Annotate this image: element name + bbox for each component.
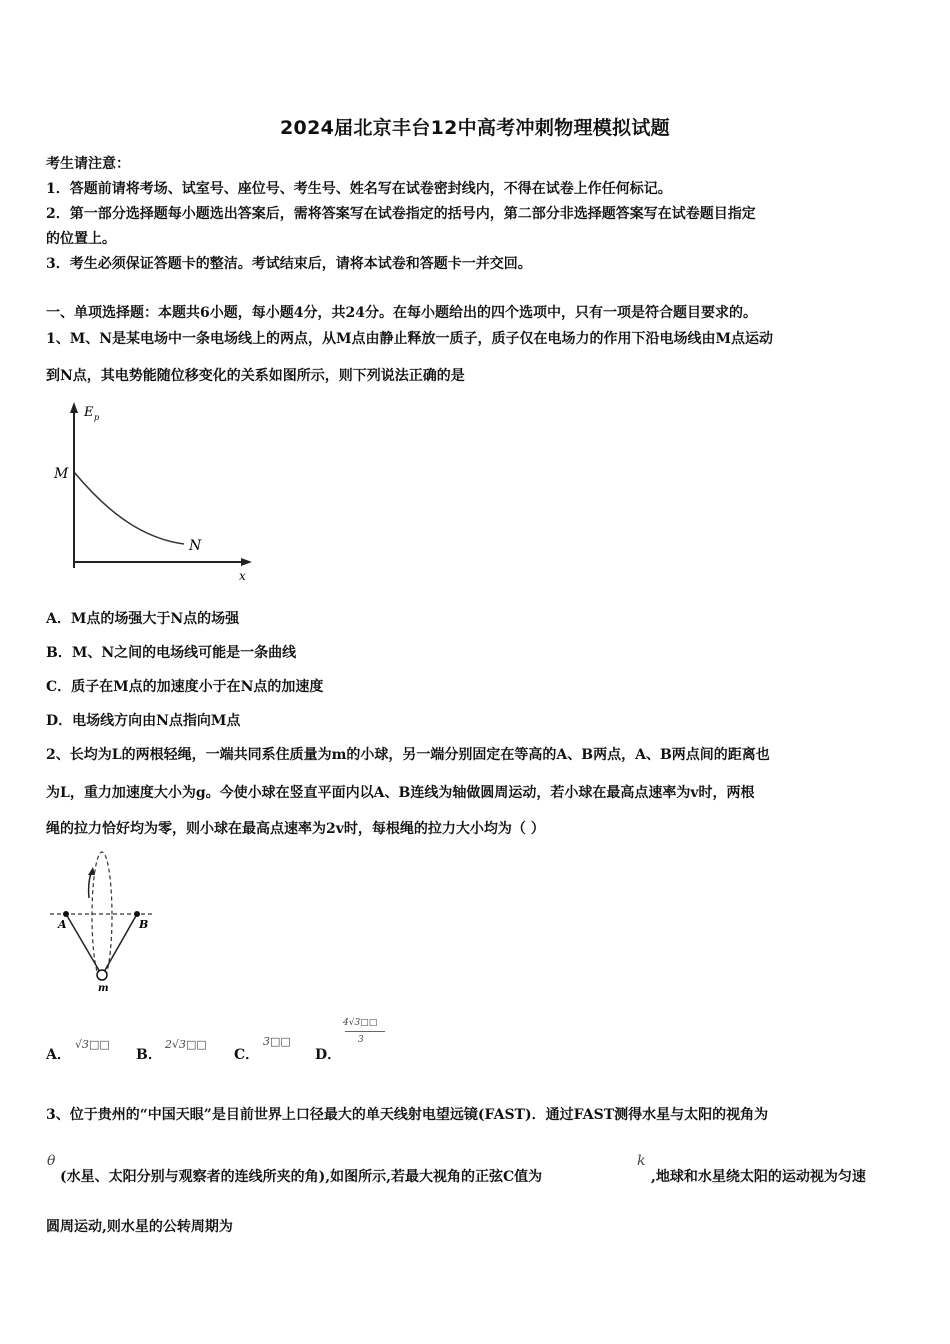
q2-line-2: 为L，重力加速度大小为g。今使小球在竖直平面内以A、B连线为轴做圆周运动，若小球在最高点速率为v时，两根 (46, 785, 755, 801)
q2-option-b-expr: 2√3□□ (165, 1038, 207, 1051)
q1-line-1: 1、M、N是某电场中一条电场线上的两点，从M点由静止释放一质子，质子仅在电场力的作用下沿电场线由M点运动 (46, 331, 774, 347)
ep-curve (74, 472, 184, 544)
q3-line-2-end: ,地球和水星绕太阳的运动视为匀速 (651, 1169, 866, 1185)
circular-path (92, 852, 112, 980)
y-label-sub: p (94, 413, 100, 422)
point-a (63, 911, 69, 917)
q3-line-2: (水星、太阳分别与观察者的连线所夹的角),如图所示,若最大视角的正弦C值为 (60, 1169, 543, 1185)
q3-k: k (637, 1153, 646, 1169)
q2-option-a-expr: √3□□ (75, 1038, 110, 1051)
notice-item-1: 1．答题前请将考场、试室号、座位号、考生号、姓名写在试卷密封线内，不得在试卷上作任何标记。 (46, 181, 672, 197)
y-axis-arrow (70, 402, 78, 413)
q2-option-d-fraction-bar (345, 1031, 385, 1032)
ball (97, 970, 107, 980)
label-m: m (98, 983, 109, 994)
notice-item-3: 3．考生必须保证答题卡的整洁。考试结束后，请将本试卷和答题卡一并交回。 (46, 256, 532, 272)
notice-item-2-cont: 的位置上。 (46, 231, 116, 247)
q2-option-c-label[interactable]: C． (234, 1047, 260, 1063)
string-b (104, 914, 137, 972)
q3-line-3: 圆周运动,则水星的公转周期为 (46, 1219, 233, 1235)
q3-theta: θ (47, 1153, 56, 1169)
point-m-label: M (54, 466, 69, 482)
string-a (66, 914, 100, 972)
page-title: 2024届北京丰台12中高考冲刺物理模拟试题 (280, 117, 670, 139)
point-n-label: N (189, 538, 202, 554)
x-axis-arrow (241, 558, 252, 566)
q1-option-c[interactable]: C．质子在M点的加速度小于在N点的加速度 (46, 679, 324, 695)
q1-option-b[interactable]: B．M、N之间的电场线可能是一条曲线 (46, 645, 297, 661)
label-a: A (58, 918, 67, 931)
q2-option-d-label[interactable]: D． (315, 1047, 342, 1063)
q2-option-d-den: 3 (358, 1035, 364, 1045)
q2-diagram (44, 848, 164, 998)
q1-option-d[interactable]: D．电场线方向由N点指向M点 (46, 713, 241, 729)
label-b: B (139, 918, 149, 931)
q1-line-2: 到N点，其电势能随位移变化的关系如图所示，则下列说法正确的是 (46, 368, 465, 384)
x-label: x (239, 569, 246, 583)
y-label: E (84, 405, 94, 420)
section-heading: 一、单项选择题：本题共6小题，每小题4分，共24分。在每小题给出的四个选项中，只有一项是符合题目要求的。 (46, 305, 757, 321)
q1-graph (44, 398, 259, 584)
q2-line-3: 绳的拉力恰好均为零，则小球在最高点速率为2v时，每根绳的拉力大小均为（ ） (46, 821, 545, 837)
q2-option-c-expr: 3□□ (263, 1035, 291, 1048)
notice-item-2: 2．第一部分选择题每小题选出答案后，需将答案写在试卷指定的括号内，第二部分非选择题答案写在试卷题目指定 (46, 206, 756, 222)
q2-option-d-num: 4√3□□ (343, 1018, 378, 1028)
q1-option-a[interactable]: A．M点的场强大于N点的场强 (46, 611, 240, 627)
q2-line-1: 2、长均为L的两根轻绳，一端共同系住质量为m的小球，另一端分别固定在等高的A、B两点，A、B两点间的距离也 (46, 747, 770, 763)
motion-arrowhead (88, 867, 95, 875)
notice-heading: 考生请注意： (46, 156, 130, 172)
q3-line-1: 3、位于贵州的“中国天眼”是目前世界上口径最大的单天线射电望远镜(FAST)．通过FAST测得水星与太阳的视角为 (46, 1107, 769, 1123)
q2-option-b-label[interactable]: B． (136, 1047, 162, 1063)
point-b (134, 911, 140, 917)
q2-option-a-label[interactable]: A． (46, 1047, 71, 1063)
